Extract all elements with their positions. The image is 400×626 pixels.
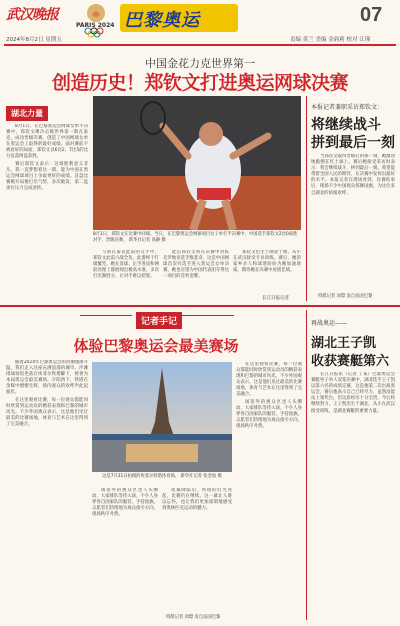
lead-photo-caption: 8月1日，郑钦文在比赛中回球。当日，在巴黎奥运会网球项目女子单打半决赛中，中国选手郑钦文2比0战胜对手，晋级决赛。 新华社记者 高静 摄 xyxy=(93,232,298,243)
header-divider xyxy=(4,44,396,46)
lead-byline: 长江日报记者 xyxy=(262,296,289,301)
lead-col-1: 8月1日，在巴黎奥运会网球女单半决赛中，郑钦文爆冷击败世界第一斯瓦泰克，成功晋级决赛，创造了中国网球女单在奥运会上取得的最好成绩。面对赛前不被看好的局面，郑钦文以6比2、7比5的比分直落两盘获胜。 赛后郑钦文表示：这场胜利意义非凡，我一直梦想着这一刻，能为中国在奥运会网球项目上争取更好的成绩。首盘比赛她开局便打出气势，多次破发，第二盘顶住压力完成逆转。 xyxy=(6,124,88,191)
feature-photo-caption: 这是7月31日拍摄的埃菲尔铁塔体育场。 新华社记者 张金加 摄 xyxy=(102,474,222,479)
sidebar-top-byline: 特派记者 刘璟 发自法国巴黎 xyxy=(318,294,373,299)
lead-col-2: 与斯瓦泰克此前的交手中，郑钦文此前六战全负，此番终于打破魔咒。她在发球、正手进攻和网前处理上都展现出极高水准，多次打出制胜分，让对手难以招架。 xyxy=(93,250,159,280)
issue-date: 2024年8月2日 星期五 xyxy=(6,37,62,43)
sidebar-top-body: 当郑钦文取得晋级后的那一刻，她激动地跪倒在红土场上。赛后她接受采访时表示：我会继续战斗，拼到最后一刻。希望能带着全国人民的期待，在决赛中发挥出最好的水平。本报记者在现场看到，比赛结束后，现场不少中国观众挥舞国旗，为这位来自湖北的姑娘欢呼。 xyxy=(311,154,395,196)
feature-col-4: 在这里观看比赛，每一位观众都能同时欣赏到运动员的精彩表现和巴黎的城市风光。不少外国观众表示，这是他们见过最美的比赛场地，体育与艺术在这里得到了完美融合。 场馆外的观众区也人头攒动，大家排队等待入场，不少人身穿各自国家队的服装，手持国旗。志愿者们热情地为观众指引方向，现场秩序井然。 xyxy=(236,362,302,429)
sidebar-bottom-body: 长江日报讯（记者 丁某）巴黎奥运会赛艇男子单人双桨决赛中，湖北选手王子凯以第六名的成绩完赛。这是他第二次出战奥运会，赛后他表示自己已经尽力，虽然没能站上领奖台，但这段经历十分宝贵，今后将继续努力。王子凯出生于湖北，从小在武汉接受训练，是湖北赛艇的重要力量。 xyxy=(311,372,395,414)
lead-headline: 创造历史！郑钦文打进奥运网球决赛 xyxy=(51,72,348,94)
sidebar-bottom-divider xyxy=(306,310,307,620)
feature-col-1: 随着2024年巴黎奥运会的热潮逐渐升温，我们走入这座充满浪漫的城市。沙滩排球场馆坐落在埃菲尔铁塔脚下，被誉为本届奥运会最美赛场。夕阳西下，铁塔在余晖中熠熠生辉，场内观众的欢呼声此起彼伏。 在这里观看比赛，每一位观众都能同时欣赏到运动员的精彩表现和巴黎的城市风光。不少外国观众表示，这是他们见过最美的比赛场地，体育与艺术在这里得到了完美融合。 xyxy=(6,360,88,427)
feature-headline: 体验巴黎奥运会最美赛场 xyxy=(73,337,239,355)
sidebar-top-headline-1: 将继续战斗 xyxy=(311,117,381,133)
sidebar-top-headline-2: 拼到最后一刻 xyxy=(311,135,395,151)
lead-col-3: 此后郑钦文将在决赛中对阵克罗地亚选手维基奇。这是中国网球首次有选手进入奥运会女单决赛，她也有望为中国代表团夺得这一项目的首枚金牌。 xyxy=(163,250,229,280)
sidebar-divider xyxy=(306,96,307,301)
tennis-player-illustration xyxy=(93,96,301,230)
feature-col-3: 夜幕降临后，铁塔的灯光亮起，比赛仍在继续。这一幕让人难以忘怀，也让我们更加深刻地感受到奥林匹克运动的魅力。 xyxy=(162,488,232,512)
olympic-text: PARIS 2024 xyxy=(76,22,115,29)
sidebar-bottom-title: 再战奥运—— xyxy=(311,320,348,327)
lead-photo xyxy=(93,96,301,230)
feature-byline: 特派记者 刘璟 发自法国巴黎 xyxy=(166,615,221,620)
section-divider xyxy=(0,305,400,307)
section-tag-hubei: 湖北力量 xyxy=(6,106,48,121)
tag-rule-left xyxy=(80,315,132,316)
feature-photo xyxy=(92,362,232,472)
section-banner-title: 巴黎奥运 xyxy=(124,10,200,31)
sidebar-bottom-headline-1: 湖北王子凯 xyxy=(311,336,377,351)
tag-rule-right xyxy=(182,315,234,316)
newspaper-logo: 武汉晚报 xyxy=(6,7,58,23)
eiffel-tower-stadium-illustration xyxy=(92,362,232,472)
editor-credits: 责编 黄兰 美编 金韵莉 校对 江瑾 xyxy=(290,37,371,43)
page-number: 07 xyxy=(360,4,383,26)
sidebar-bottom-headline-2: 收获赛艇第六 xyxy=(311,354,390,369)
feature-col-2: 场馆外的观众区也人头攒动，大家排队等待入场，不少人身穿各自国家队的服装，手持国旗。志愿者们热情地为观众指引方向，现场秩序井然。 xyxy=(92,488,158,518)
feature-tag: 记者手记 xyxy=(136,312,182,329)
sidebar-top-title: 本报记者兼职采访郑钦文： xyxy=(311,104,384,111)
lead-col-4: 郑钦文出生于湖北十堰，从小在武汉接受专业训练。赛后，她的家乡亲人和球迷纷纷为她加油助威，期待她在决赛中再创佳绩。 xyxy=(233,250,301,274)
lead-kicker: 中国金花力克世界第一 xyxy=(145,57,255,70)
